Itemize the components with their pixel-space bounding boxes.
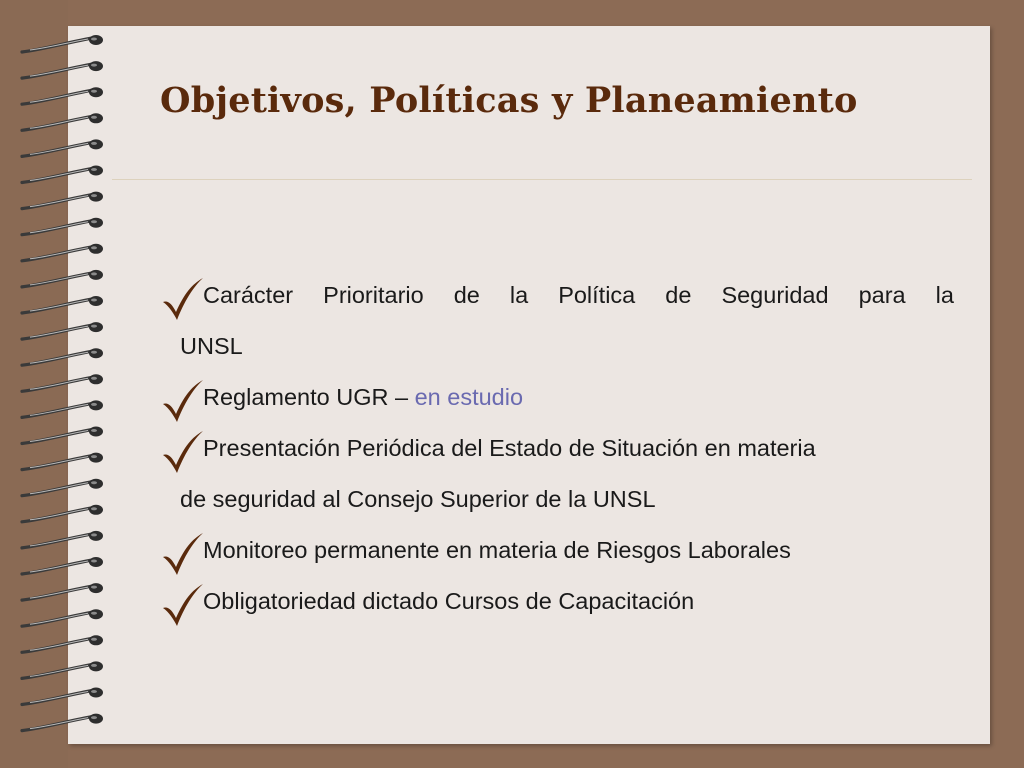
spiral-ring [22,688,103,705]
spiral-ring [22,531,103,548]
spiral-ring [22,348,103,365]
bullet-word: Carácter [203,282,294,308]
spiral-ring [22,218,103,235]
spiral-ring [22,244,103,261]
bullet-item [160,525,954,576]
title-divider [112,179,972,180]
spiral-ring [22,113,103,130]
spiral-ring [22,505,103,522]
checkmark-icon [160,276,204,322]
spiral-ring [22,166,103,183]
spiral-ring [22,661,103,678]
bullet-word: la [935,282,954,308]
spiral-ring [22,87,103,104]
bullet-text-line1: Monitoreo permanente en materia de Riesgos Laborales [203,537,791,563]
spiral-ring [22,609,103,626]
spiral-ring [22,400,103,417]
spiral-ring [22,427,103,444]
bullet-text-line2: de seguridad al Consejo Superior de la UNSL [180,486,656,512]
spiral-ring [22,557,103,574]
bullet-list [160,270,954,627]
spiral-binding [0,0,120,768]
spiral-ring [22,479,103,496]
spiral-ring [22,322,103,339]
bullet-text-line1: Obligatoriedad dictado Cursos de Capacitación [203,588,695,614]
checkmark-icon [160,378,204,424]
spiral-ring [22,296,103,313]
checkmark-icon [160,429,204,475]
spiral-ring [22,270,103,287]
bullet-item [160,372,954,423]
spiral-ring [22,583,103,600]
spiral-ring [22,635,103,652]
bullet-word: de [665,282,692,308]
spiral-ring [22,139,103,156]
spiral-ring [22,453,103,470]
bullet-word: Política [558,282,636,308]
bullet-text-line2: UNSL [180,333,243,359]
bullet-text-line1 [160,270,954,321]
checkmark-icon [160,531,204,577]
bullet-word: Prioritario [323,282,424,308]
bullet-word: la [509,282,529,308]
bullet-item [160,270,954,372]
spiral-ring [22,374,103,391]
spiral-ring [22,35,103,52]
status-text: en estudio [414,384,524,410]
bullet-word: para [858,282,906,308]
bullet-text-line1: Presentación Periódica del Estado de Situación en materia [203,435,816,461]
bullet-text: Reglamento UGR – [203,384,415,410]
spiral-ring [22,714,103,731]
checkmark-icon [160,582,204,628]
spiral-ring [22,61,103,78]
bullet-item [160,576,954,627]
bullet-text-line1 [160,372,954,423]
bullet-item [160,423,954,525]
bullet-word: de [453,282,480,308]
spiral-ring [22,192,103,209]
bullet-word: Seguridad [721,282,829,308]
slide-title: Objetivos, Políticas y Planeamiento [160,80,858,121]
